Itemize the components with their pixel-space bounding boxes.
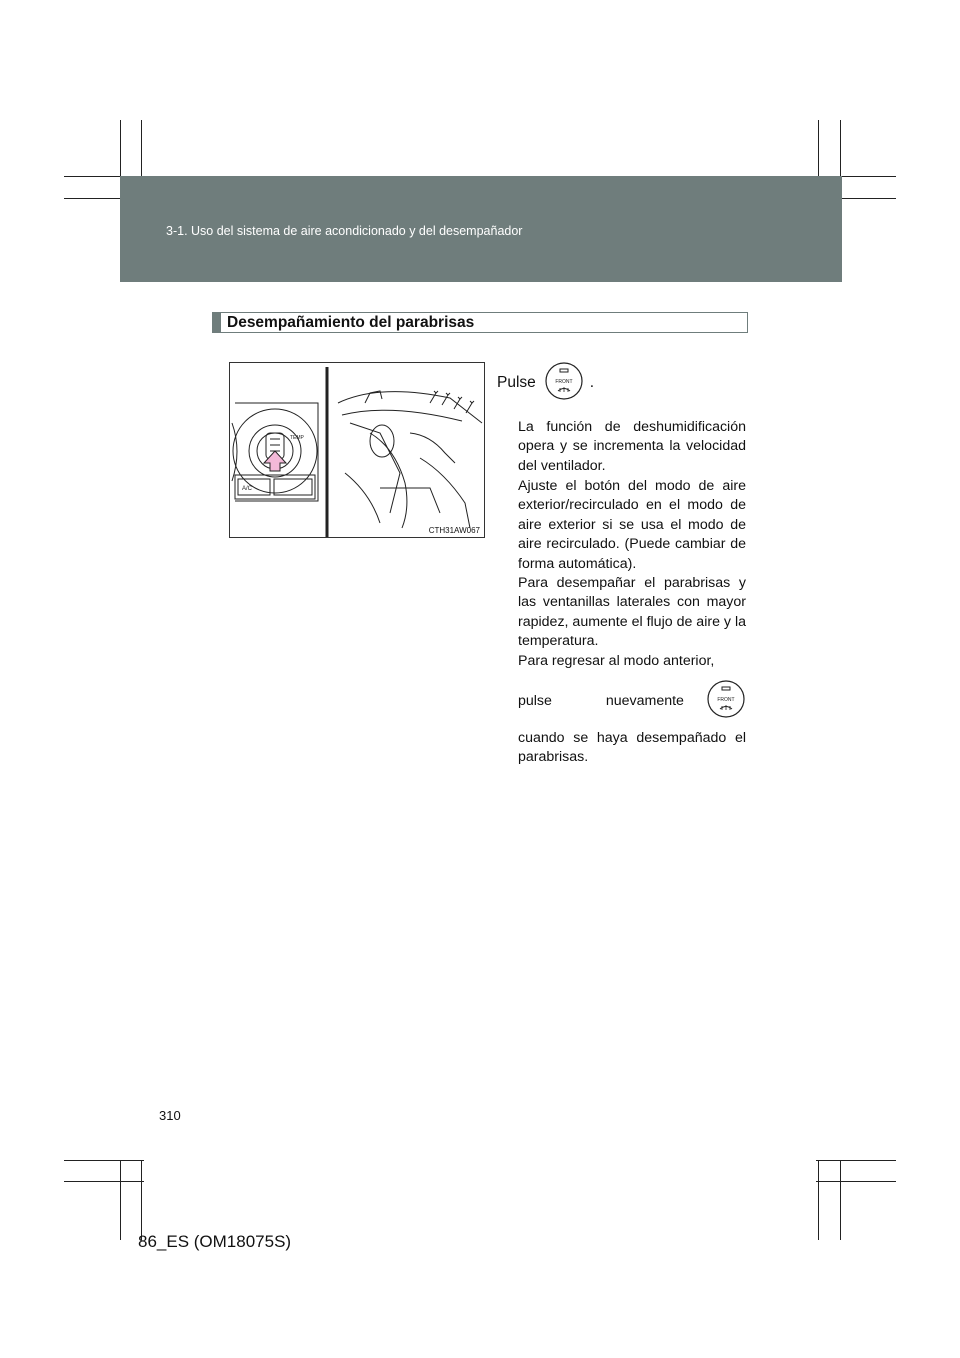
dashboard-drawing xyxy=(230,363,485,538)
page-number: 310 xyxy=(159,1108,181,1123)
instruction-period: . xyxy=(589,374,595,391)
crop-mark xyxy=(64,1160,144,1161)
instruction-verb: Pulse xyxy=(497,374,536,391)
button-label: FRONT xyxy=(555,378,573,385)
chapter-title: 3-1. Uso del sistema de aire acondicionado y del desempañador xyxy=(166,224,523,238)
crop-mark xyxy=(816,1160,896,1161)
document-code: 86_ES (OM18075S) xyxy=(138,1232,292,1251)
figure-code: CTH31AW067 xyxy=(428,526,480,535)
front-defroster-icon xyxy=(706,679,746,723)
paragraph-defog-faster: Para desempañar el parabrisas y las ventanillas laterales con mayor rapidez, aumente el flujo de aire y la temperatura. xyxy=(518,575,746,650)
crop-mark xyxy=(840,1160,841,1240)
crop-mark xyxy=(64,1181,144,1182)
svg-text:TEMP: TEMP xyxy=(290,435,304,441)
instruction-line-repeat xyxy=(518,680,746,722)
section-heading-bar xyxy=(213,313,221,332)
crop-mark xyxy=(818,1160,819,1240)
svg-text:A/C: A/C xyxy=(242,486,253,492)
paragraph-air-mode: Ajuste el botón del modo de aire exterior/recirculado en el modo de aire exterior si se usa el modo de aire recirculado. (Puede cambiar de forma automática). xyxy=(518,478,746,572)
crop-mark xyxy=(816,1181,896,1182)
dashboard-illustration xyxy=(229,362,485,538)
section-title: Desempañamiento del parabrisas xyxy=(227,314,475,331)
crop-mark xyxy=(120,1160,121,1240)
paragraph-return-mode: Para regresar al modo anterior, xyxy=(518,653,715,669)
front-defroster-icon xyxy=(544,361,584,406)
section-heading xyxy=(212,312,748,333)
chapter-header-band xyxy=(120,176,842,282)
paragraph-defogged: cuando se haya desempañado el parabrisas. xyxy=(518,730,746,766)
button-label: FRONT xyxy=(717,697,735,703)
paragraph-dehumidify: La función de deshumidificación opera y se incrementa la velocidad del ventilador. xyxy=(518,419,746,474)
instruction-line xyxy=(497,362,757,404)
press-again-text: pulse nuevamente xyxy=(518,693,684,709)
crop-mark xyxy=(141,1160,142,1240)
